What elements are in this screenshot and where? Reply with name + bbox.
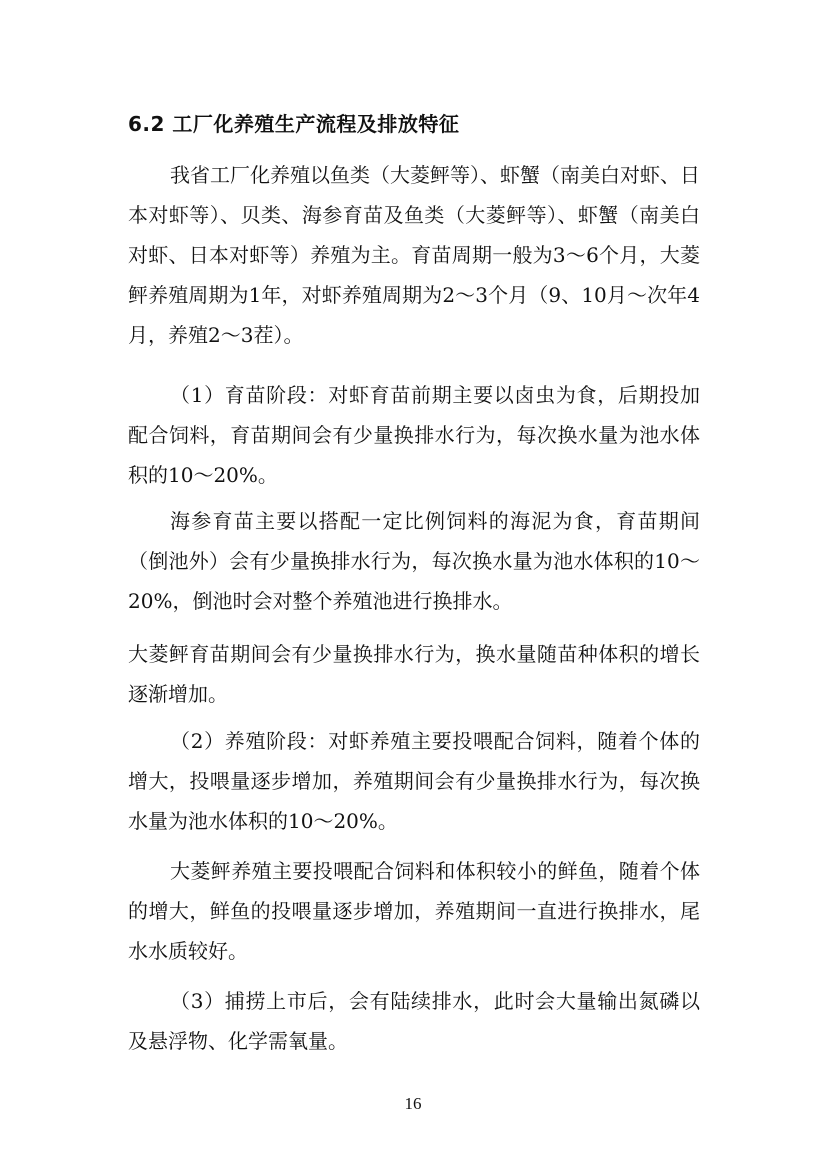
paragraph-culture-stage: （2）养殖阶段：对虾养殖主要投喂配合饲料，随着个体的增大，投喂量逐步增加，养殖期间会有少量换排水行为，每次换水量为池水体积的10～20%。 [128,729,700,833]
paragraph-sea-cucumber-nursery: 海参育苗主要以搭配一定比例饲料的海泥为食，育苗期间（倒池外）会有少量换排水行为，每次换水量为池水体积的10～20%，倒池时会对整个养殖池进行换排水。 [128,509,700,613]
paragraph-nursery-stage: （1）育苗阶段：对虾育苗前期主要以卤虫为食，后期投加配合饲料，育苗期间会有少量换排水行为，每次换水量为池水体积的10～20%。 [128,383,700,487]
paragraph-turbot-culture: 大菱鲆养殖主要投喂配合饲料和体积较小的鲜鱼，随着个体的增大，鲜鱼的投喂量逐步增加，养殖期间一直进行换排水，尾水水质较好。 [128,859,700,963]
paragraph-turbot-nursery: 大菱鲆育苗期间会有少量换排水行为，换水量随苗种体积的增长逐渐增加。 [128,642,700,706]
section-heading: 6.2 工厂化养殖生产流程及排放特征 [128,112,460,136]
page-number: 16 [404,1094,422,1113]
paragraph-overview: 我省工厂化养殖以鱼类（大菱鲆等）、虾蟹（南美白对虾、日本对虾等）、贝类、海参育苗及鱼类（大菱鲆等）、虾蟹（南美白对虾、日本对虾等）养殖为主。育苗周期一般为3～6个月，大菱鲆养殖周期为1年，对虾养殖周期为2～3个月（9、10月～次年4月，养殖2～3茬）。 [128,163,700,347]
paragraph-harvest: （3）捕捞上市后，会有陆续排水，此时会大量输出氮磷以及悬浮物、化学需氧量。 [128,989,700,1053]
